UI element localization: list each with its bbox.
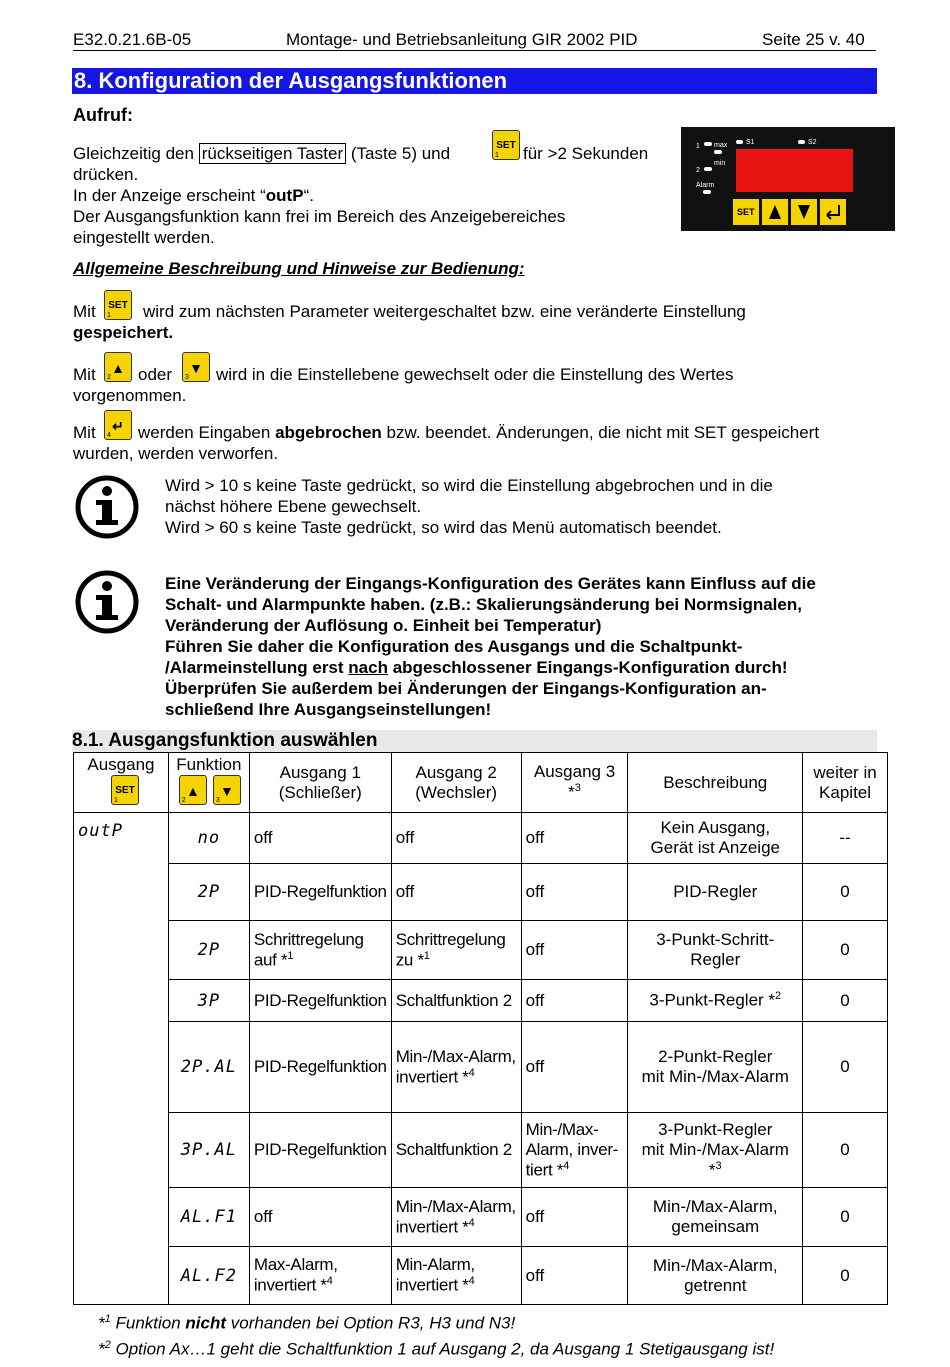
header-kapitel: weiter in Kapitel	[803, 753, 888, 813]
aufruf-p3-a: Der Ausgangsfunktion kann frei im Bereich des Anzeigebereiches	[73, 207, 566, 226]
device-front-panel	[681, 127, 895, 231]
panel-label-s1: S1	[746, 139, 755, 146]
function-code: AL.F2	[168, 1247, 249, 1305]
header-ausgang-2: Ausgang 2 (Wechsler)	[391, 753, 521, 813]
function-code: AL.F1	[168, 1188, 249, 1247]
arrow-line-d: vorgenommen.	[73, 386, 187, 405]
output-2-value: Min-/Max-Alarm, invertiert *$^4$	[391, 1188, 521, 1247]
output-1-value: off	[249, 813, 391, 864]
info2-line-6: Überprüfen Sie außerdem bei Änderungen der Eingangs-Konfiguration an-	[165, 679, 767, 698]
doc-id: E32.0.21.6B-05	[73, 30, 192, 49]
panel-label-max: max	[714, 142, 728, 149]
info-icon	[74, 474, 140, 540]
ret-line-a: Mit	[73, 423, 96, 442]
aufruf-line-2: In der Anzeige erscheint “outP“.	[73, 186, 314, 205]
info-icon-2	[74, 569, 140, 635]
header-divider	[73, 50, 876, 51]
footnote-2: *$^2$ Option Ax…1 geht die Schaltfunktion 1 auf Ausgang 2, da Ausgang 1 Stetigausgang ist!	[98, 1339, 775, 1359]
function-code: 2P	[168, 921, 249, 980]
param-code: outP	[74, 813, 169, 1305]
output-1-value: off	[249, 1188, 391, 1247]
output-2-value: Min-Alarm, invertiert *$^4$	[391, 1247, 521, 1305]
section-title: 8. Konfiguration der Ausgangsfunktionen	[72, 68, 877, 94]
set-key-icon-2: SET 1	[104, 290, 132, 320]
output-3-value: off	[521, 980, 628, 1022]
output-2-value: Schaltfunktion 2	[391, 980, 521, 1022]
function-code: 2P	[168, 864, 249, 921]
info2-line-4: Führen Sie daher die Konfiguration des Ausgangs und die Schaltpunkt-	[165, 637, 743, 656]
description: 2-Punkt-Regler mit Min-/Max-Alarm	[628, 1022, 803, 1113]
output-2-value: Schaltfunktion 2	[391, 1113, 521, 1188]
led-max-icon	[714, 150, 722, 154]
return-key-icon: ↵ 4	[104, 410, 132, 440]
function-code: no	[168, 813, 249, 864]
chapter: 0	[803, 980, 888, 1022]
output-3-value: off	[521, 813, 628, 864]
device-panel-drawing	[681, 127, 895, 231]
panel-label-min: min	[714, 160, 726, 167]
header-set-key-icon: SET 1	[111, 775, 139, 805]
function-code: 3P	[168, 980, 249, 1022]
output-1-value: PID-Regelfunktion	[249, 1113, 391, 1188]
ret-line-main: werden Eingaben abgebrochen bzw. beendet. Änderungen, die nicht mit SET gespeichert	[138, 423, 820, 442]
aufruf-label: Aufruf:	[73, 105, 133, 125]
table-row	[74, 980, 888, 1022]
svg-text:SET: SET	[737, 207, 755, 217]
output-3-value: off	[521, 921, 628, 980]
description: PID-Regler	[628, 864, 803, 921]
chapter: --	[803, 813, 888, 864]
output-2-value: off	[391, 864, 521, 921]
chapter: 0	[803, 1188, 888, 1247]
aufruf-p1-b: (Taste 5) und	[350, 144, 451, 163]
header-down-key-icon: ▼ 3	[213, 775, 241, 805]
up-key-icon: ▲ 2	[104, 352, 132, 382]
output-1-value: PID-Regelfunktion	[249, 864, 391, 921]
info2-line-1: Eine Veränderung der Eingangs-Konfiguration des Gerätes kann Einfluss auf die	[165, 574, 816, 593]
set-key-icon: SET 1	[492, 130, 520, 160]
table-row	[74, 813, 888, 864]
aufruf-p3-b: eingestellt werden.	[73, 228, 215, 247]
table-row	[74, 921, 888, 980]
description: 3-Punkt-Regler mit Min-/Max-Alarm *$^3$	[628, 1113, 803, 1188]
aufruf-p1-c: für >2 Sekunden	[523, 144, 649, 163]
page-number: Seite 25 v. 40	[762, 30, 865, 49]
doc-title: Montage- und Betriebsanleitung GIR 2002 PID	[286, 30, 638, 49]
function-code: 2P.AL	[168, 1022, 249, 1113]
output-3-value: Min-/Max-Alarm, inver-tiert *$^4$	[521, 1113, 628, 1188]
header-ausgang: Ausgang SET 1	[74, 753, 169, 813]
table-row	[74, 1022, 888, 1113]
description: Min-/Max-Alarm, gemeinsam	[628, 1188, 803, 1247]
led-2-icon	[704, 167, 712, 171]
chapter: 0	[803, 1247, 888, 1305]
description: 3-Punkt-Regler *$^2$	[628, 980, 803, 1022]
rear-button-label: rückseitigen Taster	[199, 143, 346, 164]
info1-line-1: Wird > 10 s keine Taste gedrückt, so wird die Einstellung abgebrochen und in die	[165, 476, 773, 495]
output-2-value: off	[391, 813, 521, 864]
arrow-line-b: oder	[138, 365, 173, 384]
description: 3-Punkt-Schritt- Regler	[628, 921, 803, 980]
header-up-key-icon: ▲ 2	[179, 775, 207, 805]
info2-line-5: /Alarmeinstellung erst nach abgeschlossener Eingangs-Konfiguration durch!	[165, 658, 788, 677]
output-2-value: Min-/Max-Alarm, invertiert *$^4$	[391, 1022, 521, 1113]
info1-line-3: Wird > 60 s keine Taste gedrückt, so wird das Menü automatisch beendet.	[165, 518, 722, 537]
table-row	[74, 1188, 888, 1247]
led-1-icon	[704, 142, 712, 146]
aufruf-p1-d: drücken.	[73, 165, 139, 184]
arrow-line-a: Mit	[73, 365, 96, 384]
chapter: 0	[803, 1113, 888, 1188]
aufruf-line-1	[73, 143, 450, 164]
chapter: 0	[803, 1022, 888, 1113]
header-beschreibung: Beschreibung	[628, 753, 803, 813]
table-row	[74, 1113, 888, 1188]
subsection-title: 8.1. Ausgangsfunktion auswählen	[72, 730, 877, 752]
output-1-value: PID-Regelfunktion	[249, 980, 391, 1022]
footnote-1: *$^1$ Funktion nicht vorhanden bei Option R3, H3 und N3!	[98, 1313, 516, 1333]
table-row	[74, 864, 888, 921]
down-key-icon: ▼ 3	[182, 352, 210, 382]
output-3-value: off	[521, 864, 628, 921]
red-display-window	[736, 149, 853, 192]
led-s1-icon	[736, 140, 743, 144]
led-alarm-icon	[703, 190, 711, 194]
general-heading: Allgemeine Beschreibung und Hinweise zur Bedienung:	[73, 259, 525, 278]
table-row	[74, 1247, 888, 1305]
ret-line-e: wurden, werden verworfen.	[73, 444, 279, 463]
aufruf-p1-a: Gleichzeitig den	[73, 144, 194, 163]
function-code: 3P.AL	[168, 1113, 249, 1188]
panel-label-alarm: Alarm	[696, 182, 715, 189]
description: Kein Ausgang, Gerät ist Anzeige	[628, 813, 803, 864]
panel-label-2: 2	[696, 167, 700, 174]
output-3-value: off	[521, 1247, 628, 1305]
set-line-a: Mit	[73, 302, 96, 321]
info2-line-2: Schalt- und Alarmpunkte haben. (z.B.: Skalierungsänderung bei Normsignalen,	[165, 595, 802, 614]
panel-label-1: 1	[696, 143, 700, 150]
output-2-value: Schrittregelung zu *$^1$	[391, 921, 521, 980]
chapter: 0	[803, 864, 888, 921]
info2-line-7: schließend Ihre Ausgangseinstellungen!	[165, 700, 492, 719]
output-function-table	[73, 752, 888, 1305]
panel-label-s2: S2	[808, 139, 817, 146]
output-3-value: off	[521, 1188, 628, 1247]
info2-line-3: Veränderung der Auflösung o. Einheit bei Temperatur)	[165, 616, 602, 635]
description: Min-/Max-Alarm, getrennt	[628, 1247, 803, 1305]
output-1-value: Max-Alarm, invertiert *$^4$	[249, 1247, 391, 1305]
arrow-line-c: wird in die Einstellebene gewechselt oder die Einstellung des Wertes	[216, 365, 734, 384]
led-s2-icon	[798, 140, 805, 144]
table-header-row	[74, 753, 888, 813]
info1-line-2: nächst höhere Ebene gewechselt.	[165, 497, 422, 516]
header-ausgang-3: Ausgang 3 *$^3$	[521, 753, 628, 813]
panel-return-key-icon	[820, 199, 846, 225]
output-1-value: PID-Regelfunktion	[249, 1022, 391, 1113]
set-line-b: wird zum nächsten Parameter weitergeschaltet bzw. eine veränderte Einstellung	[143, 302, 746, 321]
header-ausgang-1: Ausgang 1 (Schließer)	[249, 753, 391, 813]
set-line-c: gespeichert.	[73, 323, 174, 342]
header-funktion: Funktion ▲ 2 ▼ 3	[168, 753, 249, 813]
chapter: 0	[803, 921, 888, 980]
output-1-value: Schrittregelung auf *$^1$	[249, 921, 391, 980]
output-3-value: off	[521, 1022, 628, 1113]
